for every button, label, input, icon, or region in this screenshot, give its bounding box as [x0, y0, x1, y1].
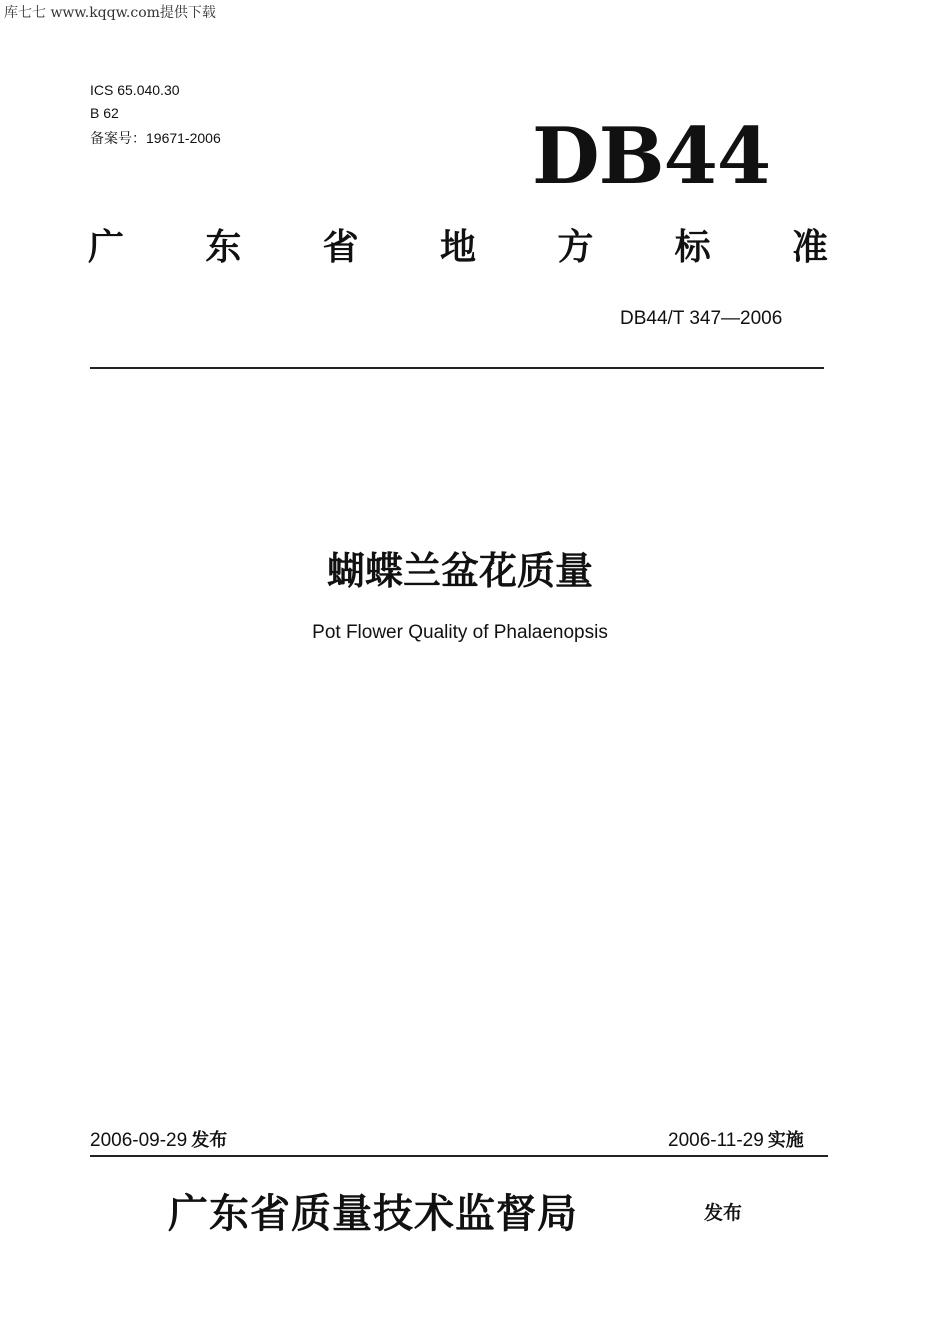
standard-type-heading — [88, 226, 828, 270]
bottom-divider — [90, 1155, 828, 1157]
standard-type-char: 广 — [88, 227, 125, 268]
standard-type-char: 省 — [322, 227, 359, 268]
standard-type-char: 准 — [791, 227, 828, 268]
top-divider — [90, 367, 824, 369]
db44-logo: DB44 — [532, 111, 771, 202]
record-number: 备案号：19671-2006 — [90, 130, 221, 146]
document-title-chinese: 蝴蝶兰盆花质量 — [326, 549, 593, 593]
standard-type-char: 东 — [205, 227, 242, 268]
implement-label: 实施 — [767, 1130, 804, 1151]
implement-date: 2006-11-29 — [668, 1130, 764, 1151]
document-title-english: Pot Flower Quality of Phalaenopsis — [312, 622, 608, 643]
implement-date-line — [668, 1126, 804, 1152]
issue-label: 发布 — [704, 1202, 743, 1224]
standard-type-char: 方 — [557, 227, 594, 268]
classification-code: B 62 — [90, 105, 119, 121]
watermark-text: 库七七 www.kqqw.com提供下载 — [4, 5, 216, 21]
release-date-line — [90, 1126, 227, 1152]
standard-type-char: 标 — [674, 227, 711, 268]
issuing-authority: 广东省质量技术监督局 — [168, 1190, 578, 1237]
release-date: 2006-09-29 — [90, 1130, 188, 1151]
release-label: 发布 — [191, 1130, 228, 1151]
standard-type-char: 地 — [439, 227, 476, 268]
ics-code: ICS 65.040.30 — [90, 82, 180, 98]
standard-number: DB44/T 347—2006 — [620, 308, 783, 329]
